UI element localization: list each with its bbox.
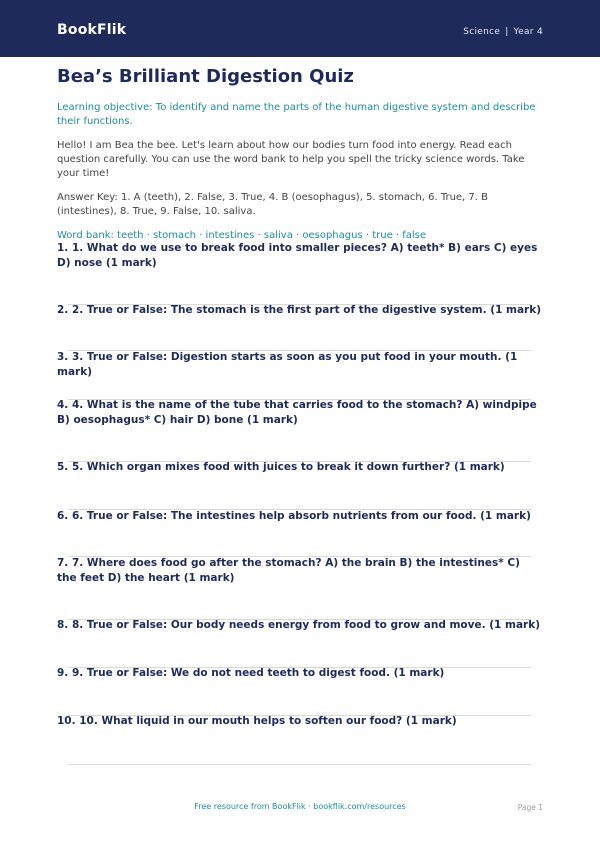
question-1: 1. 1. What do we use to break food into smaller pieces? A) teeth* B) ears C) eyes D) nose (1 mark) (57, 242, 538, 269)
page-title: Bea’s Brilliant Digestion Quiz (57, 66, 354, 87)
year-label: Year 4 (513, 27, 543, 37)
footer-link[interactable]: Free resource from BookFlik · bookflik.com/resources (194, 802, 406, 811)
question-6: 6. 6. True or False: The intestines help absorb nutrients from our food. (1 mark) (57, 510, 531, 522)
question-8: 8. 8. True or False: Our body needs energy from food to grow and move. (1 mark) (57, 619, 541, 631)
intro-text: Hello! I am Bea the bee. Let's learn about how our bodies turn food into energy. Read each question carefully. You can use the word bank to help you spell the tricky science words. Take your time! (57, 140, 525, 179)
question-4: 4. 4. What is the name of the tube that carries food to the stomach? A) windpipe B) oesophagus* C) hair D) bone (1 mark) (57, 399, 537, 426)
question-9: 9. 9. True or False: We do not need teeth to digest food. (1 mark) (57, 667, 445, 679)
answer-line-10 (68, 764, 531, 765)
answer-key: Answer Key: 1. A (teeth), 2. False, 3. True, 4. B (oesophagus), 5. stomach, 6. True, 7. B (intestines), 8. True, 9. False, 10. saliva. (57, 192, 488, 217)
question-2: 2. 2. True or False: The stomach is the first part of the digestive system. (1 mark) (57, 304, 542, 316)
worksheet-content (57, 63, 543, 243)
page-number: Page 1 (517, 803, 543, 812)
learning-objective: Learning objective: To identify and name the parts of the human digestive system and describe their functions. (57, 102, 536, 127)
header-bar (0, 0, 600, 57)
question-3: 3. 3. True or False: Digestion starts as soon as you put food in your mouth. (1 mark) (57, 351, 518, 378)
brand-logo[interactable]: BookFlik (57, 22, 127, 38)
word-bank: Word bank: teeth · stomach · intestines · saliva · oesophagus · true · false (57, 230, 427, 241)
question-5: 5. 5. Which organ mixes food with juices to break it down further? (1 mark) (57, 461, 505, 473)
question-7: 7. 7. Where does food go after the stomach? A) the brain B) the intestines* C) the feet D) the heart (1 mark) (57, 557, 520, 584)
question-10: 10. 10. What liquid in our mouth helps to soften our food? (1 mark) (57, 715, 457, 727)
subject-label: Science (463, 27, 501, 37)
subject-year-label (463, 27, 543, 37)
meta-separator: | (505, 27, 509, 37)
